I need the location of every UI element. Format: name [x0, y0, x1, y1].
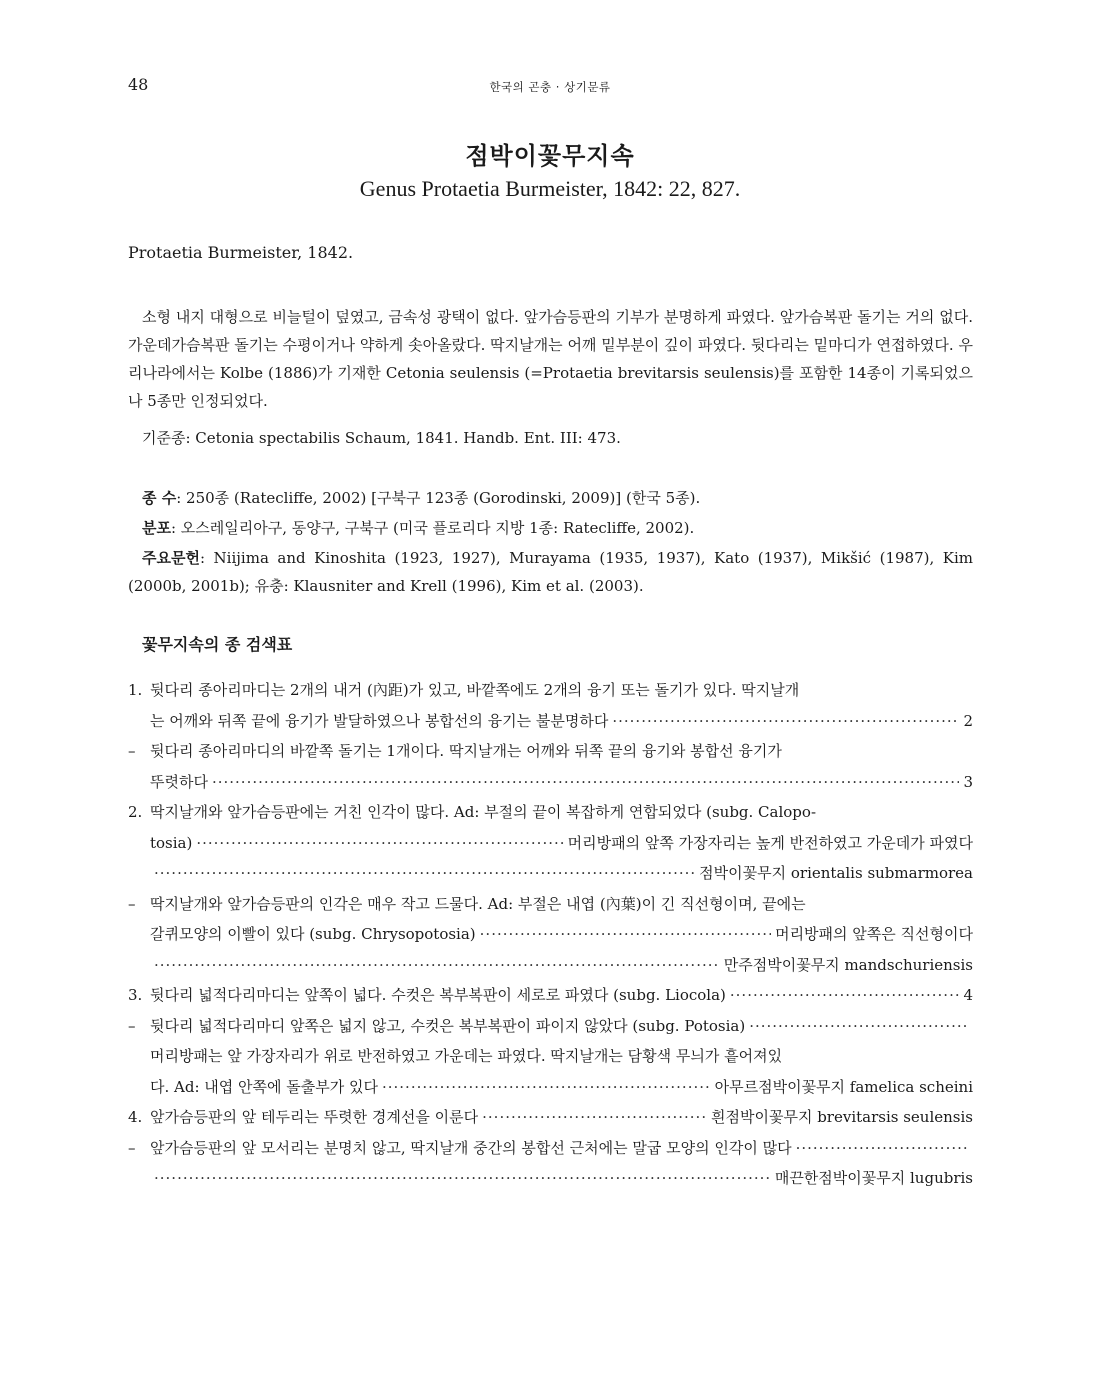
leader-dots — [749, 1017, 969, 1035]
leader-dots — [196, 834, 563, 852]
references — [128, 544, 973, 600]
distribution-text: : 오스레일리아구, 동양구, 구북구 (미국 플로리다 지방 1종: Ratecliffe, 2002). — [170, 519, 695, 537]
key-line-body — [150, 1137, 973, 1158]
leader-dots — [796, 1139, 969, 1157]
key-line-text: 앞가슴등판의 앞 모서리는 분명치 않고, 딱지날개 중간의 봉합선 근처에는 말굽 모양의 인각이 많다 — [150, 1138, 792, 1157]
key-line — [128, 954, 973, 985]
key-line-result: 머리방패의 앞쪽은 직선형이다 — [775, 925, 973, 943]
key-line-body — [150, 1167, 973, 1188]
key-line-body — [150, 954, 973, 975]
key-line — [128, 771, 973, 802]
key-couplet-marker: – — [128, 1138, 136, 1157]
key-line-body — [150, 832, 973, 853]
key-line-body — [150, 740, 973, 761]
key-line-result: 4 — [963, 986, 973, 1004]
key-line — [128, 710, 973, 741]
key-line-text: 뒷다리 넓적다리마디는 앞쪽이 넓다. 수컷은 복부복판이 세로로 파였다 (subg. Liocola) — [150, 986, 726, 1004]
leader-dots — [154, 1169, 771, 1187]
key-line — [128, 893, 973, 924]
leader-dots — [154, 956, 720, 974]
key-line — [128, 1106, 973, 1137]
references-text: : Niijima and Kinoshita (1923, 1927), Murayama (1935, 1937), Kato (1937), Mikšić (1987), Kim (2000b, 2001b); 유충: Klausniter and Krell (1996), Kim et al. (2003). — [128, 549, 973, 595]
key-couplet-marker: 3. — [128, 986, 143, 1004]
key-line-body — [150, 862, 973, 883]
key-line — [128, 1015, 973, 1046]
leader-dots — [212, 773, 959, 791]
key-line-body — [150, 984, 973, 1005]
synonym: Protaetia Burmeister, 1842. — [128, 243, 354, 262]
key-line-body — [150, 771, 973, 792]
key-line-body — [150, 679, 973, 700]
key-line-text: 뒷다리 넓적다리마디 앞쪽은 넓지 않고, 수컷은 복부복판이 파이지 않았다 (subg. Potosia) — [150, 1016, 746, 1035]
key-line — [128, 984, 973, 1015]
type-species: 기준종: Cetonia spectabilis Schaum, 1841. Handb. Ent. III: 473. — [142, 429, 621, 447]
key-line-text: 뒷다리 종아리마디의 바깥쪽 돌기는 1개이다. 딱지날개는 어깨와 뒤쪽 끝의 융기와 봉합선 융기가 — [150, 742, 782, 760]
key-line-body — [150, 893, 973, 914]
key-line-body — [150, 923, 973, 944]
key-line-body — [150, 801, 973, 822]
key-line — [128, 1076, 973, 1107]
key-line — [128, 923, 973, 954]
key-line-body — [150, 1106, 973, 1127]
distribution-label: 분포 — [142, 519, 171, 537]
key-line-body — [150, 1076, 973, 1097]
key-line — [128, 862, 973, 893]
key-line-result: 아무르점박이꽃무지 famelica scheini — [714, 1077, 973, 1096]
key-line-text: 딱지날개와 앞가슴등판의 인각은 매우 작고 드물다. Ad: 부절은 내엽 (內葉)이 긴 직선형이며, 끝에는 — [150, 894, 806, 913]
key-line-result: 점박이꽃무지 orientalis submarmorea — [699, 864, 973, 882]
key-line-result: 머리방패의 앞쪽 가장자리는 높게 반전하였고 가운데가 파였다 — [567, 833, 973, 852]
references-label: 주요문헌 — [142, 549, 200, 567]
running-head: 한국의 곤충 · 상기문류 — [489, 80, 611, 94]
key-line-text: 갈퀴모양의 이빨이 있다 (subg. Chrysopotosia) — [150, 925, 476, 943]
genus-title-korean: 점박이꽃무지속 — [465, 142, 635, 170]
key-couplet-marker: 1. — [128, 681, 143, 699]
genus-title-english: Genus Protaetia Burmeister, 1842: 22, 827. — [359, 176, 741, 201]
key-couplet-marker: 2. — [128, 803, 143, 821]
key-line — [128, 801, 973, 832]
species-count — [128, 484, 973, 512]
leader-dots — [480, 925, 771, 943]
key-line-result: 흰점박이꽃무지 brevitarsis seulensis — [711, 1108, 973, 1126]
key-line-text: 뚜렷하다 — [150, 772, 208, 791]
key-couplet-marker: 4. — [128, 1108, 143, 1126]
key-line-body — [150, 1015, 973, 1036]
key-line-result: 2 — [963, 711, 973, 730]
key-line-result: 매끈한점박이꽃무지 lugubris — [774, 1169, 973, 1187]
key-couplet-marker: – — [128, 742, 136, 760]
key-line-body — [150, 710, 973, 731]
leader-dots — [382, 1078, 711, 1096]
page-number: 48 — [128, 75, 149, 94]
key-line-text: tosia) — [150, 833, 193, 852]
key-couplet-marker: – — [128, 894, 136, 913]
key-line — [128, 832, 973, 863]
genus-description: 소형 내지 대형으로 비늘털이 덮였고, 금속성 광택이 없다. 앞가슴등판의 기부가 분명하게 파였다. 앞가슴복판 돌기는 거의 없다. 가운데가슴복판 돌기는 수평이거나 약하게 솟아올랐다. 딱지날개는 어깨 밑부분이 깊이 파였다. 뒷다리는 밑마디가 연접하였다. 우리나라에서는 Kolbe (1886)가 기재한 Cetonia seulensis (=Protaetia brevitarsis seulensis)를 포함한 14종이 기록되었으나 5종만 인정되었다. — [128, 308, 973, 410]
key-line — [128, 1167, 973, 1198]
key-line-text: 뒷다리 종아리마디는 2개의 내거 (內距)가 있고, 바깥쪽에도 2개의 융기 또는 돌기가 있다. 딱지날개 — [150, 681, 800, 699]
key-line — [128, 679, 973, 710]
leader-dots — [612, 712, 959, 730]
key-line — [128, 740, 973, 771]
leader-dots — [482, 1108, 707, 1126]
leader-dots — [730, 986, 960, 1004]
distribution — [128, 514, 973, 542]
key-couplet-marker: – — [128, 1016, 136, 1035]
leader-dots — [154, 864, 695, 882]
key-line-text: 앞가슴등판의 앞 테두리는 뚜렷한 경계선을 이룬다 — [150, 1108, 479, 1126]
key-line — [128, 1045, 973, 1076]
key-line-text: 머리방패는 앞 가장자리가 위로 반전하였고 가운데는 파였다. 딱지날개는 담황색 무늬가 흩어져있 — [150, 1047, 783, 1065]
key-line — [128, 1137, 973, 1168]
key-line-text: 다. Ad: 내엽 안쪽에 돌출부가 있다 — [150, 1077, 378, 1096]
key-title: 꽃무지속의 종 검색표 — [142, 635, 293, 654]
key-line-result: 만주점박이꽃무지 mandschuriensis — [723, 955, 973, 974]
species-key — [128, 679, 973, 1198]
species-count-label: 종 수 — [142, 489, 177, 507]
key-line-result: 3 — [963, 772, 973, 791]
species-count-text: : 250종 (Ratecliffe, 2002) [구북구 123종 (Gorodinski, 2009)] (한국 5종). — [176, 489, 701, 507]
key-line-text: 딱지날개와 앞가슴등판에는 거친 인각이 많다. Ad: 부절의 끝이 복잡하게 연합되었다 (subg. Calopo- — [150, 803, 817, 821]
key-line-body — [150, 1045, 973, 1066]
key-line-text: 는 어깨와 뒤쪽 끝에 융기가 발달하였으나 봉합선의 융기는 불분명하다 — [150, 711, 609, 730]
